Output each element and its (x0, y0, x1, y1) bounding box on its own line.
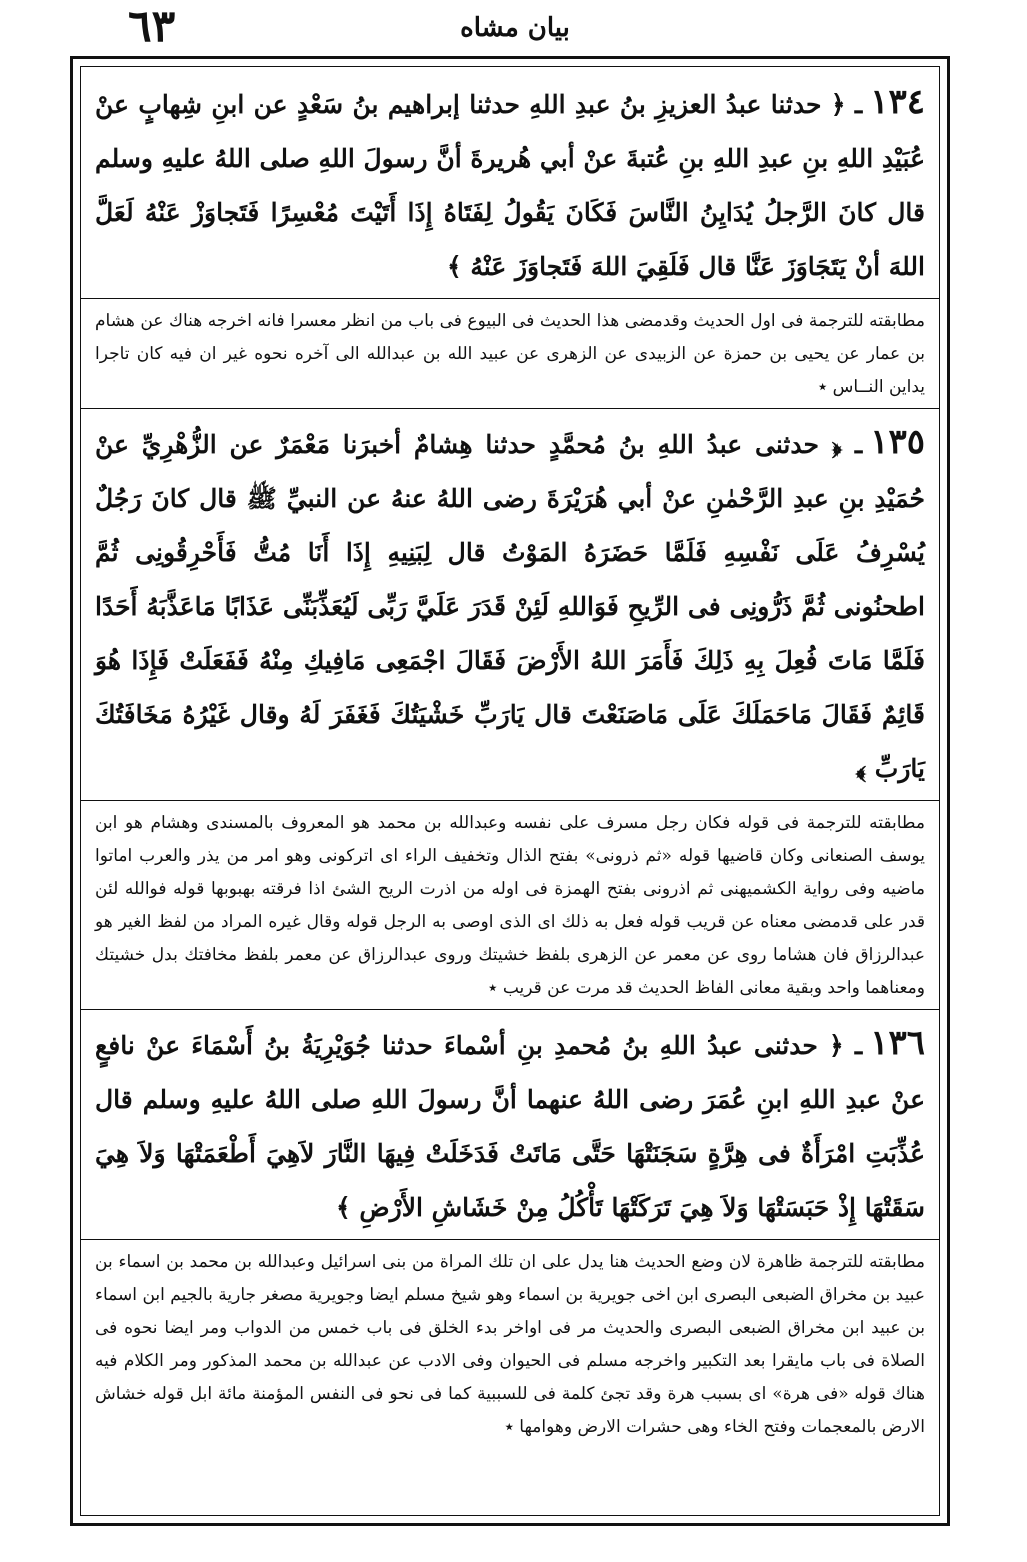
page-body (80, 66, 940, 1516)
divider (81, 1009, 939, 1010)
hadith-text: ـ ﴿ حدثنا عبدُ العزيزِ بنُ عبدِ اللهِ حدثنا إبراهيم بنُ سَعْدٍ عن ابنِ شِهابٍ عنْ عُبَيْدِ اللهِ بنِ عبدِ اللهِ بنِ عُتبةَ عنْ أبي هُريرةَ أنَّ رسولَ اللهِ صلى اللهُ عليهِ وسلم قال كانَ الرَّجلُ يُدَايِنُ النَّاسَ فَكَانَ يَقُولُ لِفَتَاهُ إِذَا أَتَيْتَ مُعْسِرًا فَتَجاوَزْ عَنْهُ لَعَلَّ اللهَ أنْ يَتَجَاوَزَ عَنَّا قال فَلَقِيَ اللهَ فَتَجاوَزَ عَنْهُ ﴾ (95, 90, 925, 281)
commentary-135: مطابقته للترجمة فى قوله فكان رجل مسرف على نفسه وعبدالله بن محمد هو المعروف بالمسندى وهشام هو ابن يوسف الصنعانى وكان قاضيها قوله «ثم ذرونى» بفتح الذال وتخفيف الراء اى اتركونى وهو امر من يذر والعرب اماتوا ماضيه وفى رواية الكشميهنى ثم اذرونى بفتح الهمزة فى اوله من اذرت الريح الشئ اذا فرقته بهبوبها قوله فوالله لئن قدر على قدمضى معناه عن قريب قوله فعل به ذلك اى الذى اوصى به الرجل قوله وقال غيره المراد من لفظ الغير هو عبدالرزاق فان هشاما روى عن معمر عن الزهرى بلفظ خشيتك وروى عبدالرزاق عن معمر بلفظ مخافتك بدل خشيتك ومعناهما واحد وبقية معانى الفاظ الحديث قد مرت عن قريب ٭ (95, 813, 925, 998)
hadith-number: ١٣٦ (870, 1023, 925, 1063)
page-header (70, 1, 960, 54)
hadith-136 (95, 1016, 925, 1235)
hadith-text: ـ ﴿ حدثنى عبدُ اللهِ بنُ مُحمَّدٍ حدثنا هِشامٌ أخبرَنا مَعْمَرٌ عن الزُّهْرِيِّ عنْ حُمَيْدِ بنِ عبدِ الرَّحْمٰنِ عنْ أبي هُرَيْرَةَ رضى اللهُ عنهُ عن النبيِّ ﷺ قال كانَ رَجُلٌ يُسْرِفُ عَلَى نَفْسِهِ فَلَمَّا حَضَرَهُ المَوْتُ قال لِبَنِيهِ إِذَا أَنَا مُتُّ فَأَحْرِقُونِى ثُمَّ اطحنُونى ثُمَّ ذَرُّونِى فى الرِّيحِ فَوَاللهِ لَئِنْ قَدَرَ عَلَيَّ رَبِّى لَيُعَذِّبَنِّى عَذَابًا مَاعَذَّبَهُ أَحَدًا فَلَمَّا مَاتَ فُعِلَ بِهِ ذَلِكَ فَأَمَرَ اللهُ الأَرْضَ فَقَالَ اجْمَعِى مَافِيكِ مِنْهُ فَفَعَلَتْ فَإِذَا هُوَ قَائِمٌ فَقَالَ مَاحَمَلَكَ عَلَى مَاصَنَعْتَ قال يَارَبِّ خَشْيَتُكَ فَغَفَرَ لَهُ وقال غَيْرُهُ مَخَافَتُكَ يَارَبِّ ﴾ (95, 430, 925, 783)
hadith-number: ١٣٤ (870, 82, 925, 122)
hadith-number: ١٣٥ (870, 422, 926, 462)
hadith-134 (95, 75, 925, 294)
hadith-text: ـ ﴿ حدثنى عبدُ اللهِ بنُ مُحمدِ بنِ أسْماءَ حدثنا جُوَيْرِيَةُ بنُ أَسْمَاءَ عنْ نافعٍ عنْ عبدِ اللهِ ابنِ عُمَرَ رضى اللهُ عنهما أنَّ رسولَ اللهِ صلى اللهُ عليهِ وسلم قال عُذِّبَتِ امْرَأَةٌ فى هِرَّةٍ سَجَنَتْهَا حَتَّى مَاتَتْ فَدَخَلَتْ فِيهَا النَّارَ لاَهِيَ أَطْعَمَتْهَا وَلاَ هِيَ سَقَتْهَا إِذْ حَبَسَتْهَا وَلاَ هِيَ تَرَكَتْهَا تَأْكُلُ مِنْ خَشَاشِ الأَرْضِ ﴾ (95, 1031, 925, 1222)
divider (81, 1239, 939, 1240)
divider (81, 408, 939, 409)
divider (81, 298, 939, 299)
commentary-136: مطابقته للترجمة ظاهرة لان وضع الحديث هنا يدل على ان تلك المراة من بنى اسرائيل وعبدالله بن محمد بن اسماء بن عبيد بن مخراق الضبعى البصرى ابن اخى جويرية بن اسماء وهو شيخ مسلم ايضا وجويرية مصغر جارية بالجيم ابن اسماء بن عبيد ابن مخراق الضبعى البصرى والحديث مر فى اواخر بدء الخلق فى باب خمس من الدواب ومر ايضا نحوه فى الصلاة فى باب مايقرا بعد التكبير واخرجه مسلم فى الحيوان وفى الادب عن عبدالله بن محمد المذكور ومر الكلام فيه هناك قوله «فى هرة» اى بسبب هرة وقد تجئ كلمة فى للسببية كما فى نحو فى النفس المؤمنة مائة ابل قوله خشاش الارض بالمعجمات وفتح الخاء وهى حشرات الارض وهوامها ٭ (95, 1252, 925, 1437)
commentary-134: مطابقته للترجمة فى اول الحديث وقدمضى هذا الحديث فى البيوع فى باب من انظر معسرا فانه اخرجه هناك عن هشام بن عمار عن يحيى بن حمزة عن الزبيدى عن الزهرى عن عبيد الله بن عبدالله الى آخره نحوه غير ان فيه كان تاجرا يداين النــاس ٭ (95, 311, 925, 397)
hadith-135 (95, 415, 925, 796)
divider (81, 800, 939, 801)
page-title: بيان مشاه (460, 13, 570, 43)
page-number: ٦٣ (128, 1, 176, 52)
